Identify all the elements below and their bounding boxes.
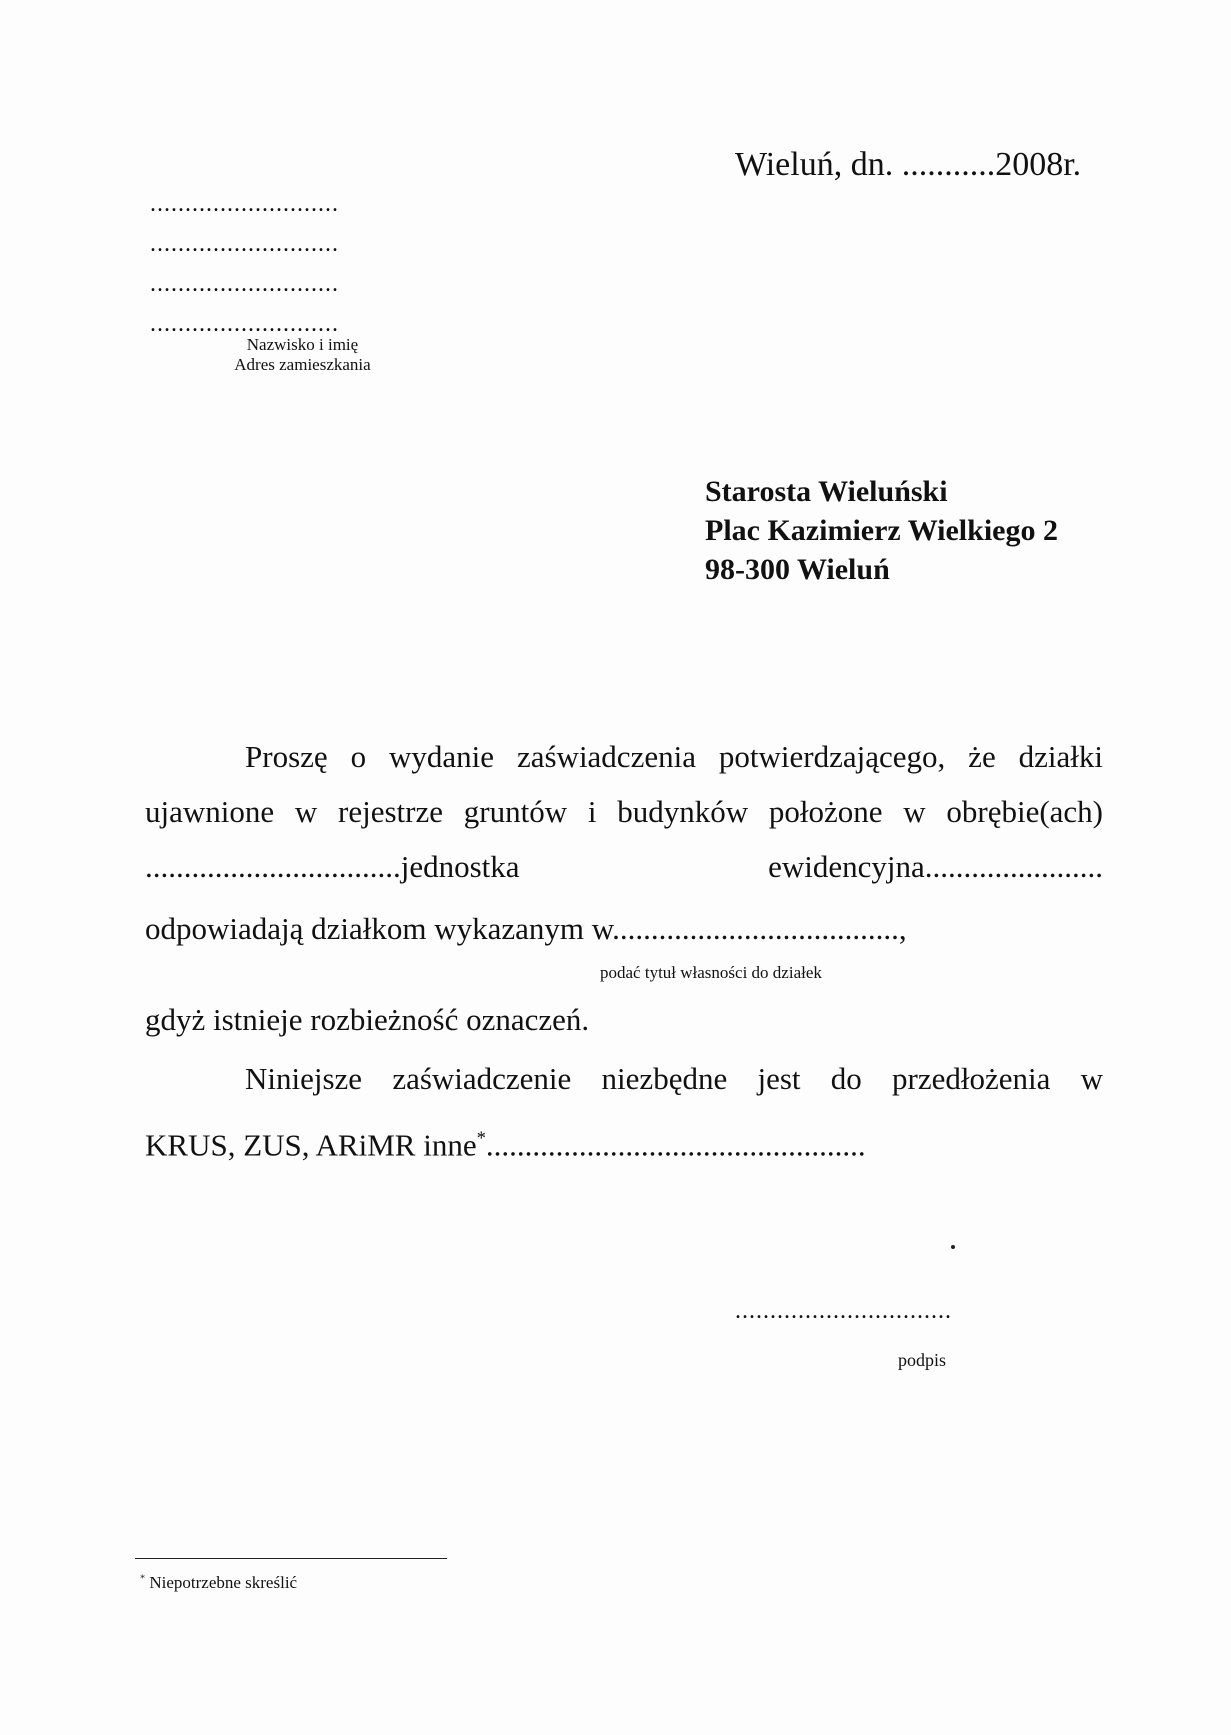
footnote-text: Niepotrzebne skreślić	[145, 1573, 298, 1592]
body-line-1: Proszę o wydanie zaświadczenia potwierdzającego, że działki	[245, 739, 1103, 774]
sender-dot-line-4: ...........................	[150, 311, 339, 337]
signature-line: ...............................	[735, 1298, 952, 1324]
body-line-5: gdyż istnieje rozbieżność oznaczeń.	[145, 1002, 590, 1037]
body-line-4: odpowiadają działkom wykazanym w.....................................,	[145, 911, 907, 946]
institutions-text: KRUS, ZUS, ARiMR inne	[145, 1127, 477, 1163]
title-hint: podać tytuł własności do działek	[600, 963, 822, 982]
sender-dot-line-2: ...........................	[150, 231, 339, 257]
footnote-marker: *	[476, 1128, 486, 1149]
recipient-line-3: 98-300 Wieluń	[705, 553, 890, 586]
scan-speck	[951, 1245, 955, 1249]
recipient-line-2: Plac Kazimierz Wielkiego 2	[705, 514, 1058, 547]
body-line-6: Niniejsze zaświadczenie niezbędne jest do przedłożenia w	[245, 1061, 1103, 1096]
sender-dot-line-3: ...........................	[150, 271, 339, 297]
caption-address: Adres zamieszkania	[234, 355, 371, 374]
recipient-line-1: Starosta Wieluński	[705, 475, 948, 508]
signature-caption: podpis	[898, 1350, 947, 1370]
sender-caption	[150, 335, 455, 375]
caption-name: Nazwisko i imię	[246, 335, 359, 354]
place-date-line: Wieluń, dn. ...........2008r.	[735, 146, 1082, 183]
recipient-block	[705, 472, 1058, 589]
footnote	[140, 1573, 297, 1593]
body-line-7	[145, 1122, 866, 1162]
sender-dot-line-1: ...........................	[150, 191, 339, 217]
body-line-3: .................................jednostka ewidencyjna.......................	[145, 849, 1103, 884]
body-line-2: ujawnione w rejestrze gruntów i budynków położone w obrębie(ach)	[145, 794, 1103, 829]
footnote-separator	[135, 1558, 447, 1559]
footnote-mark: *	[140, 1573, 146, 1585]
institutions-dots: .................................................	[485, 1127, 866, 1163]
